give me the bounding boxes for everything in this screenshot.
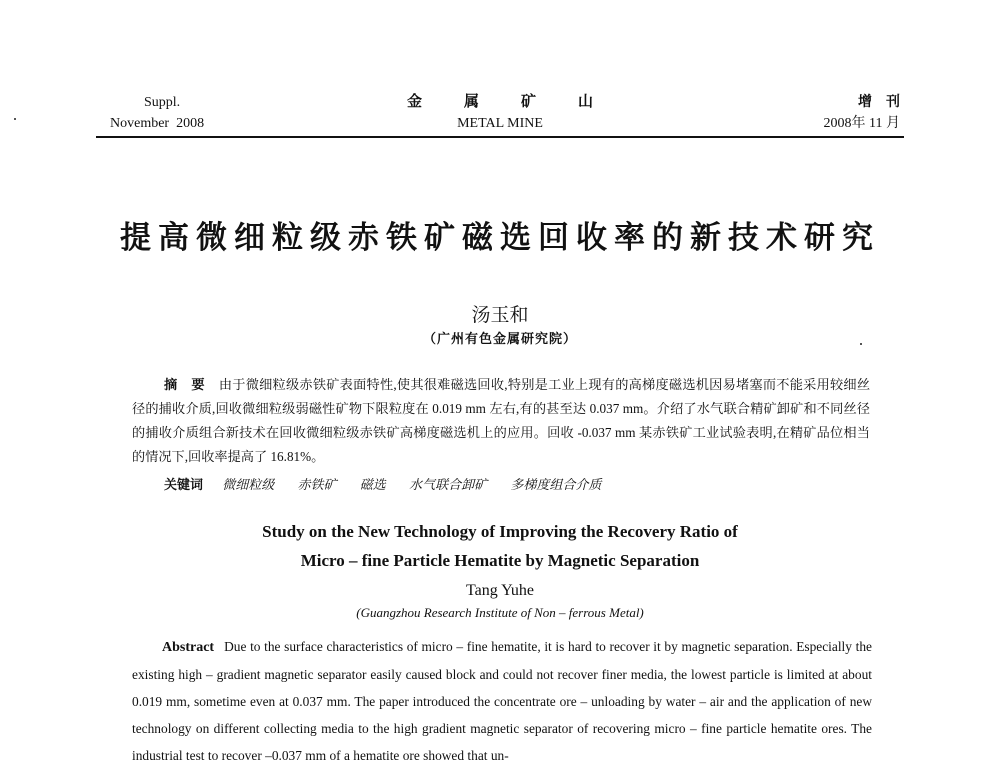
abstract-cn-label: 摘要 <box>164 377 219 392</box>
keywords-cn <box>164 475 621 495</box>
header-date-en: November 2008 <box>110 116 205 131</box>
keyword: 赤铁矿 <box>297 477 337 492</box>
author-name-en: Tang Yuhe <box>465 582 535 599</box>
header-date-cn: 2008年 11 月 <box>823 116 900 131</box>
header-suppl: Suppl. <box>144 95 181 110</box>
keyword: 微细粒级 <box>222 477 275 492</box>
abstract-en <box>132 633 872 769</box>
affiliation-cn: （广州有色金属研究院） <box>422 331 577 346</box>
scan-speck <box>14 118 16 120</box>
journal-name-en: METAL MINE <box>457 116 543 131</box>
abstract-en-label: Abstract <box>162 640 215 655</box>
abstract-cn-text: 由于微细粒级赤铁矿表面特性,使其很难磁选回收,特别是工业上现有的高梯度磁选机因易堵塞而不能采用较细丝径的捕收介质,回收微细粒级弱磁性矿物下限粒度在 0.019 mm 左右,有的甚至达 0.037 mm。介绍了水气联合精矿卸矿和不同丝径的捕收介质组合新技术在回收微细粒级赤铁矿高梯度磁选机上的应用。回收 -0.037 mm 某赤铁矿工业试验表明,在精矿品位相当的情况下,回收率提高了 16.81%。 <box>132 377 871 464</box>
paper-title-en <box>0 517 1000 575</box>
keyword: 多梯度组合介质 <box>510 477 602 492</box>
keywords-cn-label: 关键词 <box>164 477 204 492</box>
journal-name-cn: 金属矿山 <box>406 94 635 110</box>
header-rule <box>96 136 904 138</box>
header-center <box>100 92 900 134</box>
header-right <box>823 92 914 134</box>
paper-title-cn: 提高微细粒级赤铁矿磁选回收率的新技术研究 <box>120 220 880 256</box>
paper-title-en-line2: Micro – fine Particle Hematite by Magnetic Separation <box>300 551 700 570</box>
keyword: 水气联合卸矿 <box>409 477 488 492</box>
affiliation-en: (Guangzhou Research Institute of Non – ferrous Metal) <box>356 605 644 620</box>
abstract-cn <box>132 373 870 469</box>
running-header <box>100 92 914 138</box>
author-name-cn: 汤玉和 <box>471 305 529 326</box>
keyword: 磁选 <box>359 477 386 492</box>
paper-title-en-line1: Study on the New Technology of Improving the Recovery Ratio of <box>262 522 738 541</box>
abstract-en-text: Due to the surface characteristics of micro – fine hematite, it is hard to recover it by magnetic separation. Especially the existing high – gradient magnetic separator easily caused block and could not recover finer media, the lowest particle is limited at about 0.019 mm, sometime even at 0.037 mm. The paper introduced the concentrate ore – unloading by water – air and the application of new technology on different collecting media to the high gradient magnetic separator of recovering micro – fine particle hematite ores. The industrial test to recover –0.037 mm of a hematite ore showed that un- <box>132 639 872 763</box>
header-suppl-cn: 增刊 <box>858 95 914 110</box>
